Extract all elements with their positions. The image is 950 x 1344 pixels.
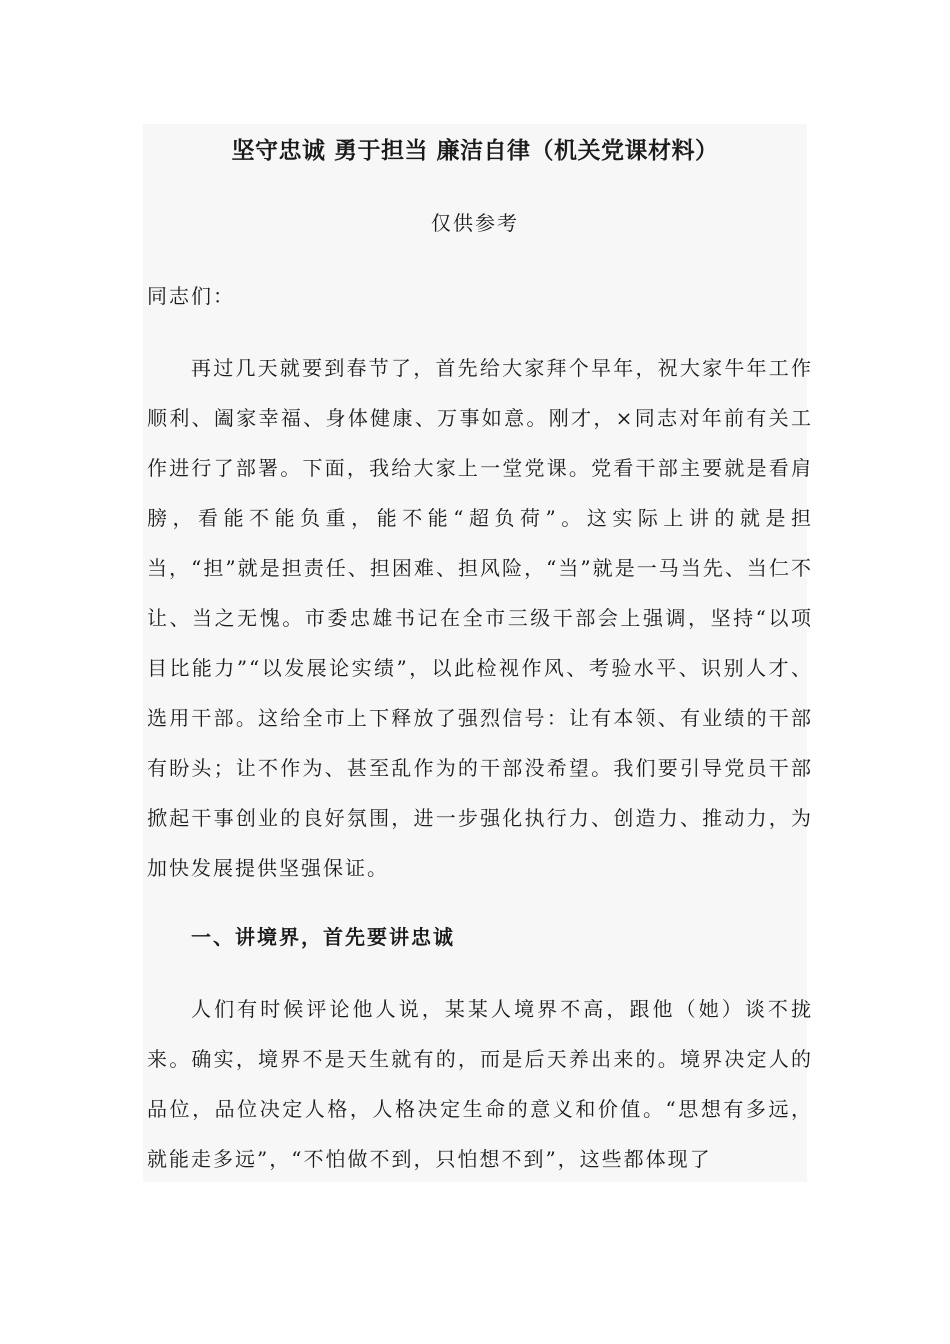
body-paragraph-2: 人们有时候评论他人说，某某人境界不高，跟他（她）谈不拢来。确实，境界不是天生就有的，而是后天养出来的。境界决定人的品位，品位决定人格，人格决定生命的意义和价值。“思想有多远，就能走多远”，“不怕做不到，只怕想不到”，这些都体现了 [147, 997, 813, 1171]
document-title: 坚守忠诚 勇于担当 廉洁自律（机关党课材料） [231, 138, 719, 164]
document-subtitle: 仅供参考 [431, 211, 519, 235]
body-paragraph-1: 再过几天就要到春节了，首先给大家拜个早年，祝大家牛年工作顺利、阖家幸福、身体健康、万事如意。刚才，×同志对年前有关工作进行了部署。下面，我给大家上一堂党课。党看干部主要就是看肩膀，看能不能负重，能不能“超负荷”。这实际上讲的就是担当，“担”就是担责任、担困难、担风险，“当”就是一马当先、当仁不让、当之无愧。市委忠雄书记在全市三级干部会上强调，坚持“以项目比能力”“以发展论实绩”，以此检视作风、考验水平、识别人才、选用干部。这给全市上下释放了强烈信号：让有本领、有业绩的干部有盼头；让不作为、甚至乱作为的干部没希望。我们要引导党员干部掀起干事创业的良好氛围，进一步强化执行力、创造力、推动力，为加快发展提供坚强保证。 [147, 356, 813, 880]
section-heading-1: 一、讲境界，首先要讲忠诚 [191, 925, 455, 949]
salutation: 同志们： [147, 284, 235, 308]
